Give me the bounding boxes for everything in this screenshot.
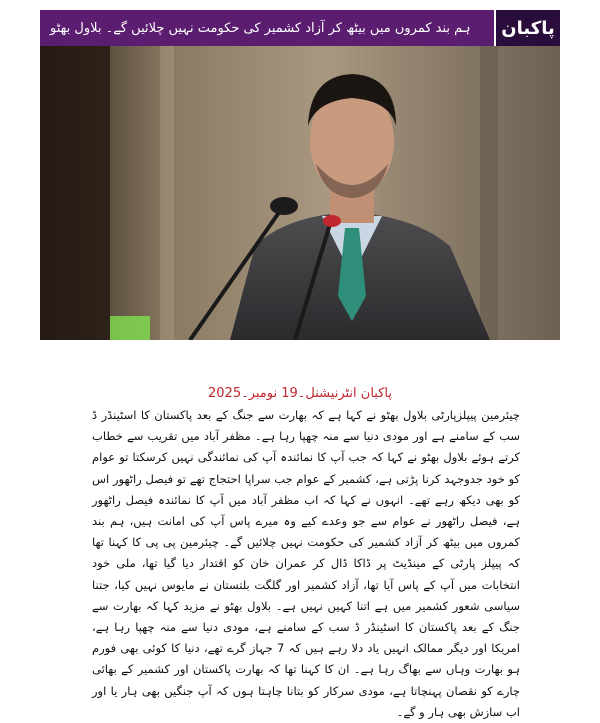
article-body <box>92 405 520 723</box>
microphone-left <box>270 197 298 215</box>
speaker-photo-illustration <box>40 46 560 340</box>
article-photo <box>40 46 560 340</box>
byline: پاکبان انٹرنیشنل۔19 نومبر۔2025 <box>208 386 392 401</box>
headline-text: ہم بند کمروں میں بیٹھ کر آزاد کشمیر کی حکومت نہیں چلائیں گے۔ بلاول بھٹو <box>50 20 471 36</box>
site-logo[interactable] <box>494 10 560 46</box>
microphone-right <box>323 215 341 227</box>
lectern-light <box>110 316 150 340</box>
header-bar <box>40 10 560 46</box>
site-logo-text: پاکبان <box>501 17 555 39</box>
headline[interactable] <box>40 10 494 46</box>
article-paragraph: چیئرمین پیپلزپارٹی بلاول بھٹو نے کہا ہے کہ بھارت سے جنگ کے بعد پاکستان کا اسٹینڈر ڈ سب کے سامنے ہے اور مودی دنیا سے منہ چھپا رہا ہے۔ مظفر آباد میں تقریب سے خطاب کرتے ہوئے بلاول بھٹو نے کہا کہ جب آپ کا نمائندہ آپ کی نمائندگی نہیں کرسکتا تو عوام کو خود جدوجہد کرنا پڑتی ہے، کشمیر کے عوام جب سراپا احتجاج تھے تو فیصل راٹھور اس کو بھی دیکھ رہے تھے۔ انہوں نے کہا کہ اب مظفر آباد میں آپ کا نمائندہ فیصل راٹھور ہے، فیصل راٹھور نے عوام سے جو وعدے کیے وہ میرے پاس آپ کی امانت ہیں، ہم بند کمروں میں بیٹھ کر آزاد کشمیر کی حکومت نہیں چلائیں گے۔ چیئرمین پی پی کا کہنا تھا کہ پیپلز پارٹی کے مینڈیٹ پر ڈاکا ڈال کر عمران خان کو اقتدار دیا گیا تھا، ملی خود انتخابات میں آپ کے پاس آیا تھا، آزاد کشمیر اور گلگت بلتستان نے مایوس نہیں کیا، جتنا سیاسی شعور کشمیر میں ہے اتنا کہیں نہیں ہے۔ بلاول بھٹو نے مزید کہا کہ بھارت سے جنگ کے بعد پاکستان کا اسٹینڈر ڈ سب کے سامنے ہے، مودی دنیا سے منہ چھپا رہا ہے، امریکا اور دیگر ممالک انہیں یاد دلا رہے ہیں کہ 7 جہاز گرے تھے، دنیا کا کوئی بھی فورم ہو بھارت وہاں سے بھاگ رہا ہے۔ ان کا کہنا تھا کہ بھارت پاکستان اور کشمیر کے بھائی چارے کو نقصان پہنچاتا ہے، مودی سرکار کو بتانا چاہتا ہوں کہ آپ جنگیں بھی ہار یا اور اب سازش بھی ہار و گے۔ <box>92 408 520 719</box>
